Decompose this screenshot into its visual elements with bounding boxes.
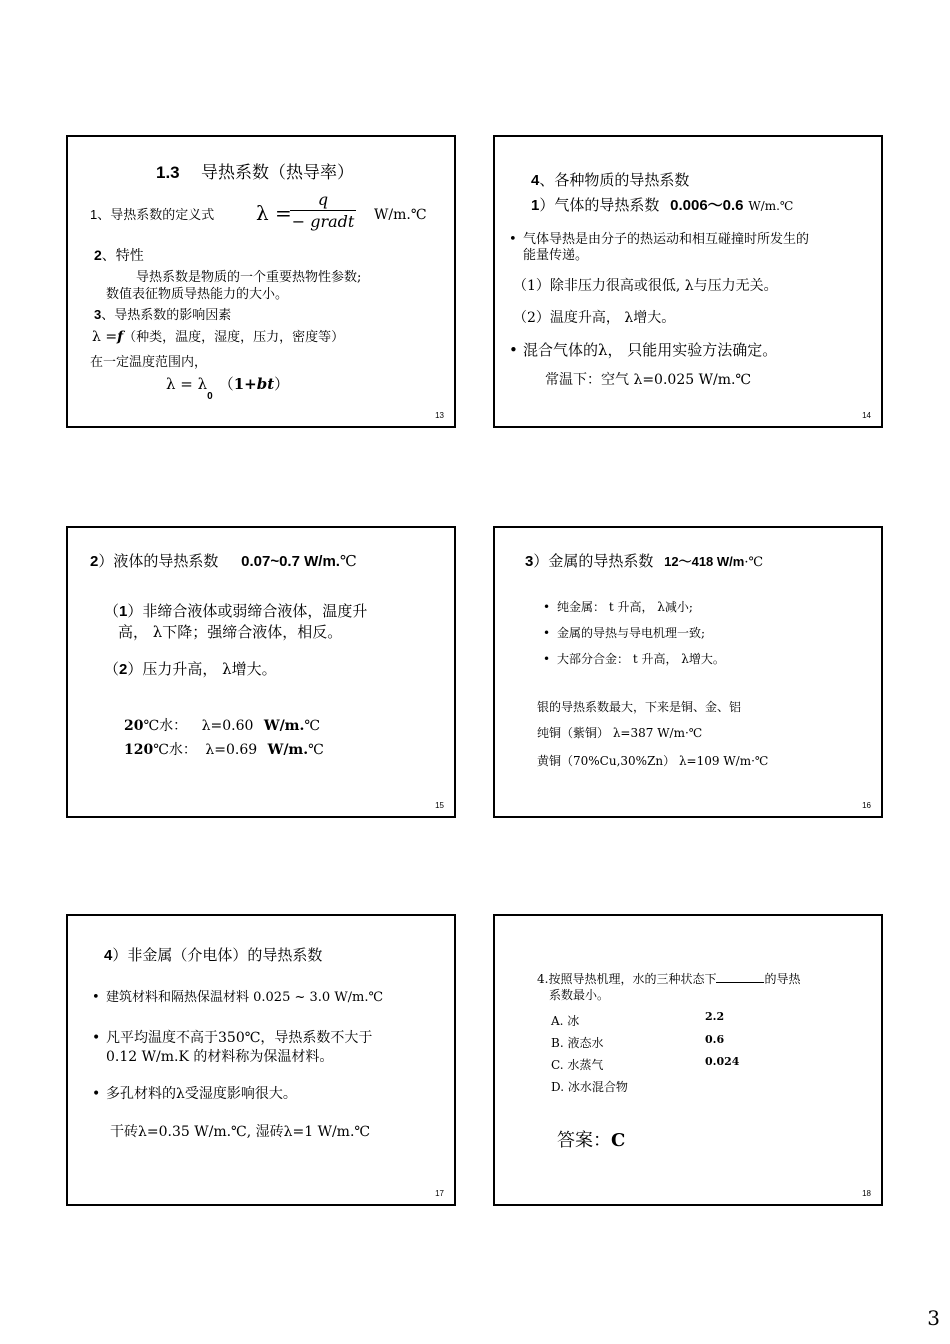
gas-bullet-2: • 混合气体的λ， 只能用实验方法确定。 — [523, 341, 777, 359]
slide-number: 18 — [862, 1189, 871, 1198]
slide-number: 15 — [435, 801, 444, 810]
water-120: 120℃水： λ=0.69 W/m.℃ — [124, 742, 324, 758]
slide-number: 16 — [862, 801, 871, 810]
slide-18 — [493, 914, 883, 1206]
fraction-numerator: q — [317, 190, 329, 209]
slide-13 — [66, 135, 456, 428]
gas-item-1: （1）除非压力很高或很低, λ与压力无关。 — [513, 278, 778, 294]
answer-blank — [716, 982, 764, 983]
definition-fraction — [290, 190, 356, 233]
lambda-equals: λ = — [256, 201, 292, 225]
property-line-1: 导热系数是物质的一个重要热物性参数; — [136, 270, 362, 285]
nonmetal-bullet-1: • 建筑材料和隔热保温材料 0.025 ~ 3.0 W/m.℃ — [106, 990, 383, 1006]
slide-heading: 3）金属的导热系数 12～418 W/m·℃ — [525, 552, 764, 570]
option-a-value: 2.2 — [705, 1010, 725, 1023]
definition-unit: W/m.℃ — [374, 207, 427, 223]
slide-number: 17 — [435, 1189, 444, 1198]
fraction-denominator: − gradt — [291, 212, 355, 231]
option-b: B. 液态水 — [551, 1036, 604, 1050]
slide-heading: 4、各种物质的导热系数 — [531, 171, 690, 189]
factors-function: λ =f（种类，温度，湿度，压力，密度等） — [92, 329, 345, 345]
liquid-item-2: （2）压力升高， λ增大。 — [104, 660, 277, 678]
metal-bullet-3: • 大部分合金： t 升高， λ增大。 — [557, 652, 725, 666]
slide-heading: 2）液体的导热系数 0.07~0.7 W/m.℃ — [90, 552, 357, 570]
slide-16 — [493, 526, 883, 818]
option-d: D. 冰水混合物 — [551, 1080, 628, 1094]
slide-heading: 4）非金属（介电体）的导热系数 — [104, 946, 323, 964]
factors-label: 3、导热系数的影响因素 — [94, 307, 232, 323]
slide-number: 14 — [862, 411, 871, 420]
slide-14 — [493, 135, 883, 428]
temperature-equation: $\lambda = \lambda_0(1+bt)$ — [166, 375, 290, 402]
gas-normal-temp: 常温下：空气 λ=0.025 W/m.℃ — [545, 372, 752, 388]
water-20: 20℃水： λ=0.60 W/m.℃ — [124, 718, 321, 734]
liquid-item-1: （1）非缔合液体或弱缔合液体，温度升 高， λ下降；强缔合液体，相反。 — [104, 602, 368, 641]
metal-line-2: 纯铜（紫铜） λ=387 W/m·℃ — [537, 726, 703, 740]
page-number: 3 — [927, 1306, 940, 1330]
gas-item-2: （2）温度升高， λ增大。 — [513, 310, 676, 326]
property-label: 2、特性 — [94, 247, 144, 264]
gas-bullet-1: • 气体导热是由分子的热运动和相互碰撞时所发生的 能量传递。 — [523, 232, 809, 263]
metal-bullet-1: • 纯金属： t 升高， λ减小; — [557, 600, 693, 614]
gas-subheading: 1）气体的导热系数 0.006～0.6 W/m.℃ — [531, 196, 794, 214]
option-c: C. 水蒸气 — [551, 1058, 604, 1072]
metal-line-3: 黄铜（70%Cu,30%Zn） λ=109 W/m·℃ — [537, 754, 769, 768]
slide-title: 1.3 导热系数（热导率） — [156, 163, 355, 183]
nonmetal-bullet-3: • 多孔材料的λ受湿度影响很大。 — [106, 1086, 297, 1103]
brick-values: 干砖λ=0.35 W/m.℃, 湿砖λ=1 W/m.℃ — [110, 1124, 371, 1140]
definition-label: 1、导热系数的定义式 — [90, 207, 215, 223]
slide-17 — [66, 914, 456, 1206]
quiz-question: 4.按照导热机理，水的三种状态下 的导热 系数最小。 — [537, 972, 801, 1003]
nonmetal-bullet-2: • 凡平均温度不高于350℃，导热系数不大于 0.12 W/m.K 的材料称为保温材料。 — [106, 1030, 372, 1066]
slide-number: 13 — [435, 411, 444, 420]
metal-bullet-2: • 金属的导热与导电机理一致; — [557, 626, 705, 640]
quiz-answer: 答案：C — [557, 1130, 626, 1151]
metal-line-1: 银的导热系数最大，下来是铜、金、铝 — [537, 700, 742, 714]
slide-15 — [66, 526, 456, 818]
property-line-2: 数值表征物质导热能力的大小。 — [106, 287, 289, 302]
option-c-value: 0.024 — [705, 1055, 740, 1068]
range-text: 在一定温度范围内， — [90, 355, 208, 370]
option-a: A. 冰 — [551, 1014, 580, 1028]
option-b-value: 0.6 — [705, 1033, 725, 1046]
